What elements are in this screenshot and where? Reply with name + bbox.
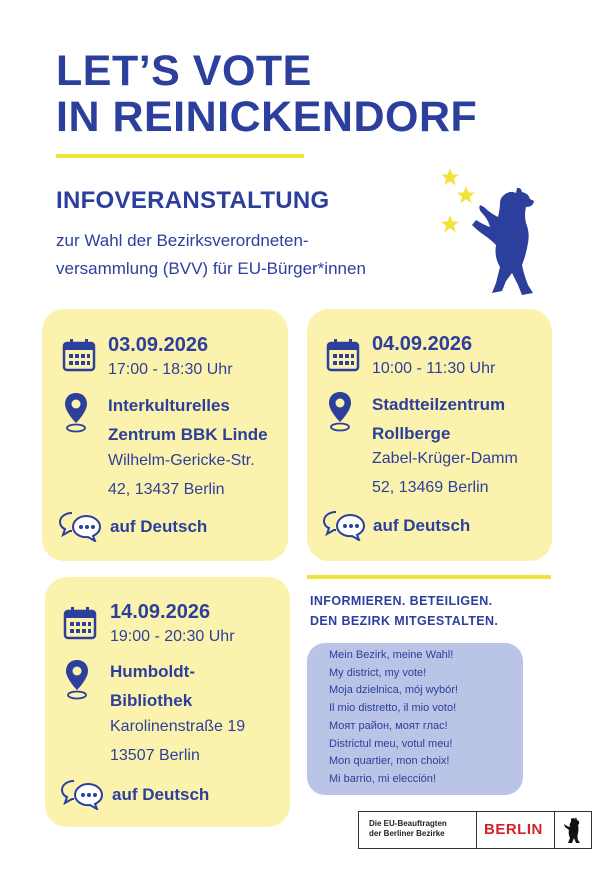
slogan-rule xyxy=(307,575,551,579)
address-line-2: 52, 13469 Berlin xyxy=(372,479,489,496)
title-line-1: LET’S VOTE xyxy=(56,47,312,95)
bubble-line: Moja dzielnica, mój wybór! xyxy=(329,684,458,697)
venue-line-1: Stadtteilzentrum xyxy=(372,395,506,414)
address-line-1: Wilhelm-Gericke-Str. xyxy=(108,452,255,469)
title-underline xyxy=(56,154,304,158)
location-pin-icon xyxy=(64,659,90,701)
bubble-line: Mein Bezirk, meine Wahl! xyxy=(329,649,454,661)
bear-icon xyxy=(562,816,584,844)
bubble-line: Districtul meu, votul meu! xyxy=(329,737,453,750)
event-date: 03.09.2026 xyxy=(108,334,209,356)
speech-bubbles-icon xyxy=(322,509,366,541)
event-date: 04.09.2026 xyxy=(372,333,473,355)
venue-line-1: Humboldt- xyxy=(110,662,195,681)
bear-icon xyxy=(472,188,534,295)
event-time: 10:00 - 11:30 Uhr xyxy=(372,360,496,377)
address-line-1: Zabel-Krüger-Damm xyxy=(372,450,518,467)
venue-line-2: Zentrum BBK Linde xyxy=(108,425,268,444)
star-icon xyxy=(441,215,459,232)
address-line-2: 42, 13437 Berlin xyxy=(108,481,225,498)
bubble-line: Mi barrio, mi elección! xyxy=(329,772,436,785)
logo-line-1: Die EU-Beauftragten xyxy=(369,819,447,828)
description-line-2: versammlung (BVV) für EU-Bürger*innen xyxy=(56,259,366,278)
slogan-line-1: INFORMIEREN. BETEILIGEN. xyxy=(310,594,493,608)
calendar-icon xyxy=(63,606,97,640)
location-pin-icon xyxy=(327,391,353,433)
calendar-icon xyxy=(326,338,360,372)
address-line-1: Karolinenstraße 19 xyxy=(110,718,246,735)
event-language: auf Deutsch xyxy=(110,517,208,536)
event-venue xyxy=(372,390,505,448)
star-icon xyxy=(457,186,475,203)
berlin-logo xyxy=(358,811,592,849)
event-address xyxy=(372,444,518,502)
bubble-line: Моят район, моят глас! xyxy=(329,719,448,732)
location-pin-icon xyxy=(63,392,89,434)
slogan xyxy=(310,591,498,631)
bubble-line: My district, my vote! xyxy=(329,666,427,679)
bubble-line: Il mio distretto, il mio voto! xyxy=(329,702,457,715)
event-language: auf Deutsch xyxy=(112,785,210,804)
logo-text xyxy=(369,819,447,839)
venue-line-2: Rollberge xyxy=(372,424,451,443)
venue-line-2: Bibliothek xyxy=(110,691,193,710)
speech-bubbles-icon xyxy=(58,510,102,542)
event-language: auf Deutsch xyxy=(373,516,471,535)
star-icon xyxy=(441,168,459,185)
venue-line-1: Interkulturelles xyxy=(108,396,230,415)
logo-divider xyxy=(554,812,555,848)
logo-line-2: der Berliner Bezirke xyxy=(369,829,445,838)
event-address xyxy=(110,712,245,770)
multilingual-lines xyxy=(329,647,458,789)
bubble-line: Mon quartier, mon choix! xyxy=(329,755,450,768)
subtitle: INFOVERANSTALTUNG xyxy=(56,187,330,214)
event-time: 17:00 - 18:30 Uhr xyxy=(108,361,233,378)
event-address xyxy=(108,446,255,504)
event-time: 19:00 - 20:30 Uhr xyxy=(110,628,235,645)
logo-city: BERLIN xyxy=(484,821,543,838)
calendar-icon xyxy=(62,338,96,372)
event-venue xyxy=(110,657,195,715)
description-line-1: zur Wahl der Bezirksverordneten- xyxy=(56,231,309,250)
logo-divider xyxy=(476,812,477,848)
event-venue xyxy=(108,391,268,449)
slogan-line-2: DEN BEZIRK MITGESTALTEN. xyxy=(310,614,499,628)
page-title xyxy=(56,48,477,140)
berlin-bear-illustration xyxy=(438,165,558,300)
title-line-2: IN REINICKENDORF xyxy=(56,93,478,141)
address-line-2: 13507 Berlin xyxy=(110,747,200,764)
event-date: 14.09.2026 xyxy=(110,601,211,623)
speech-bubbles-icon xyxy=(60,778,104,810)
